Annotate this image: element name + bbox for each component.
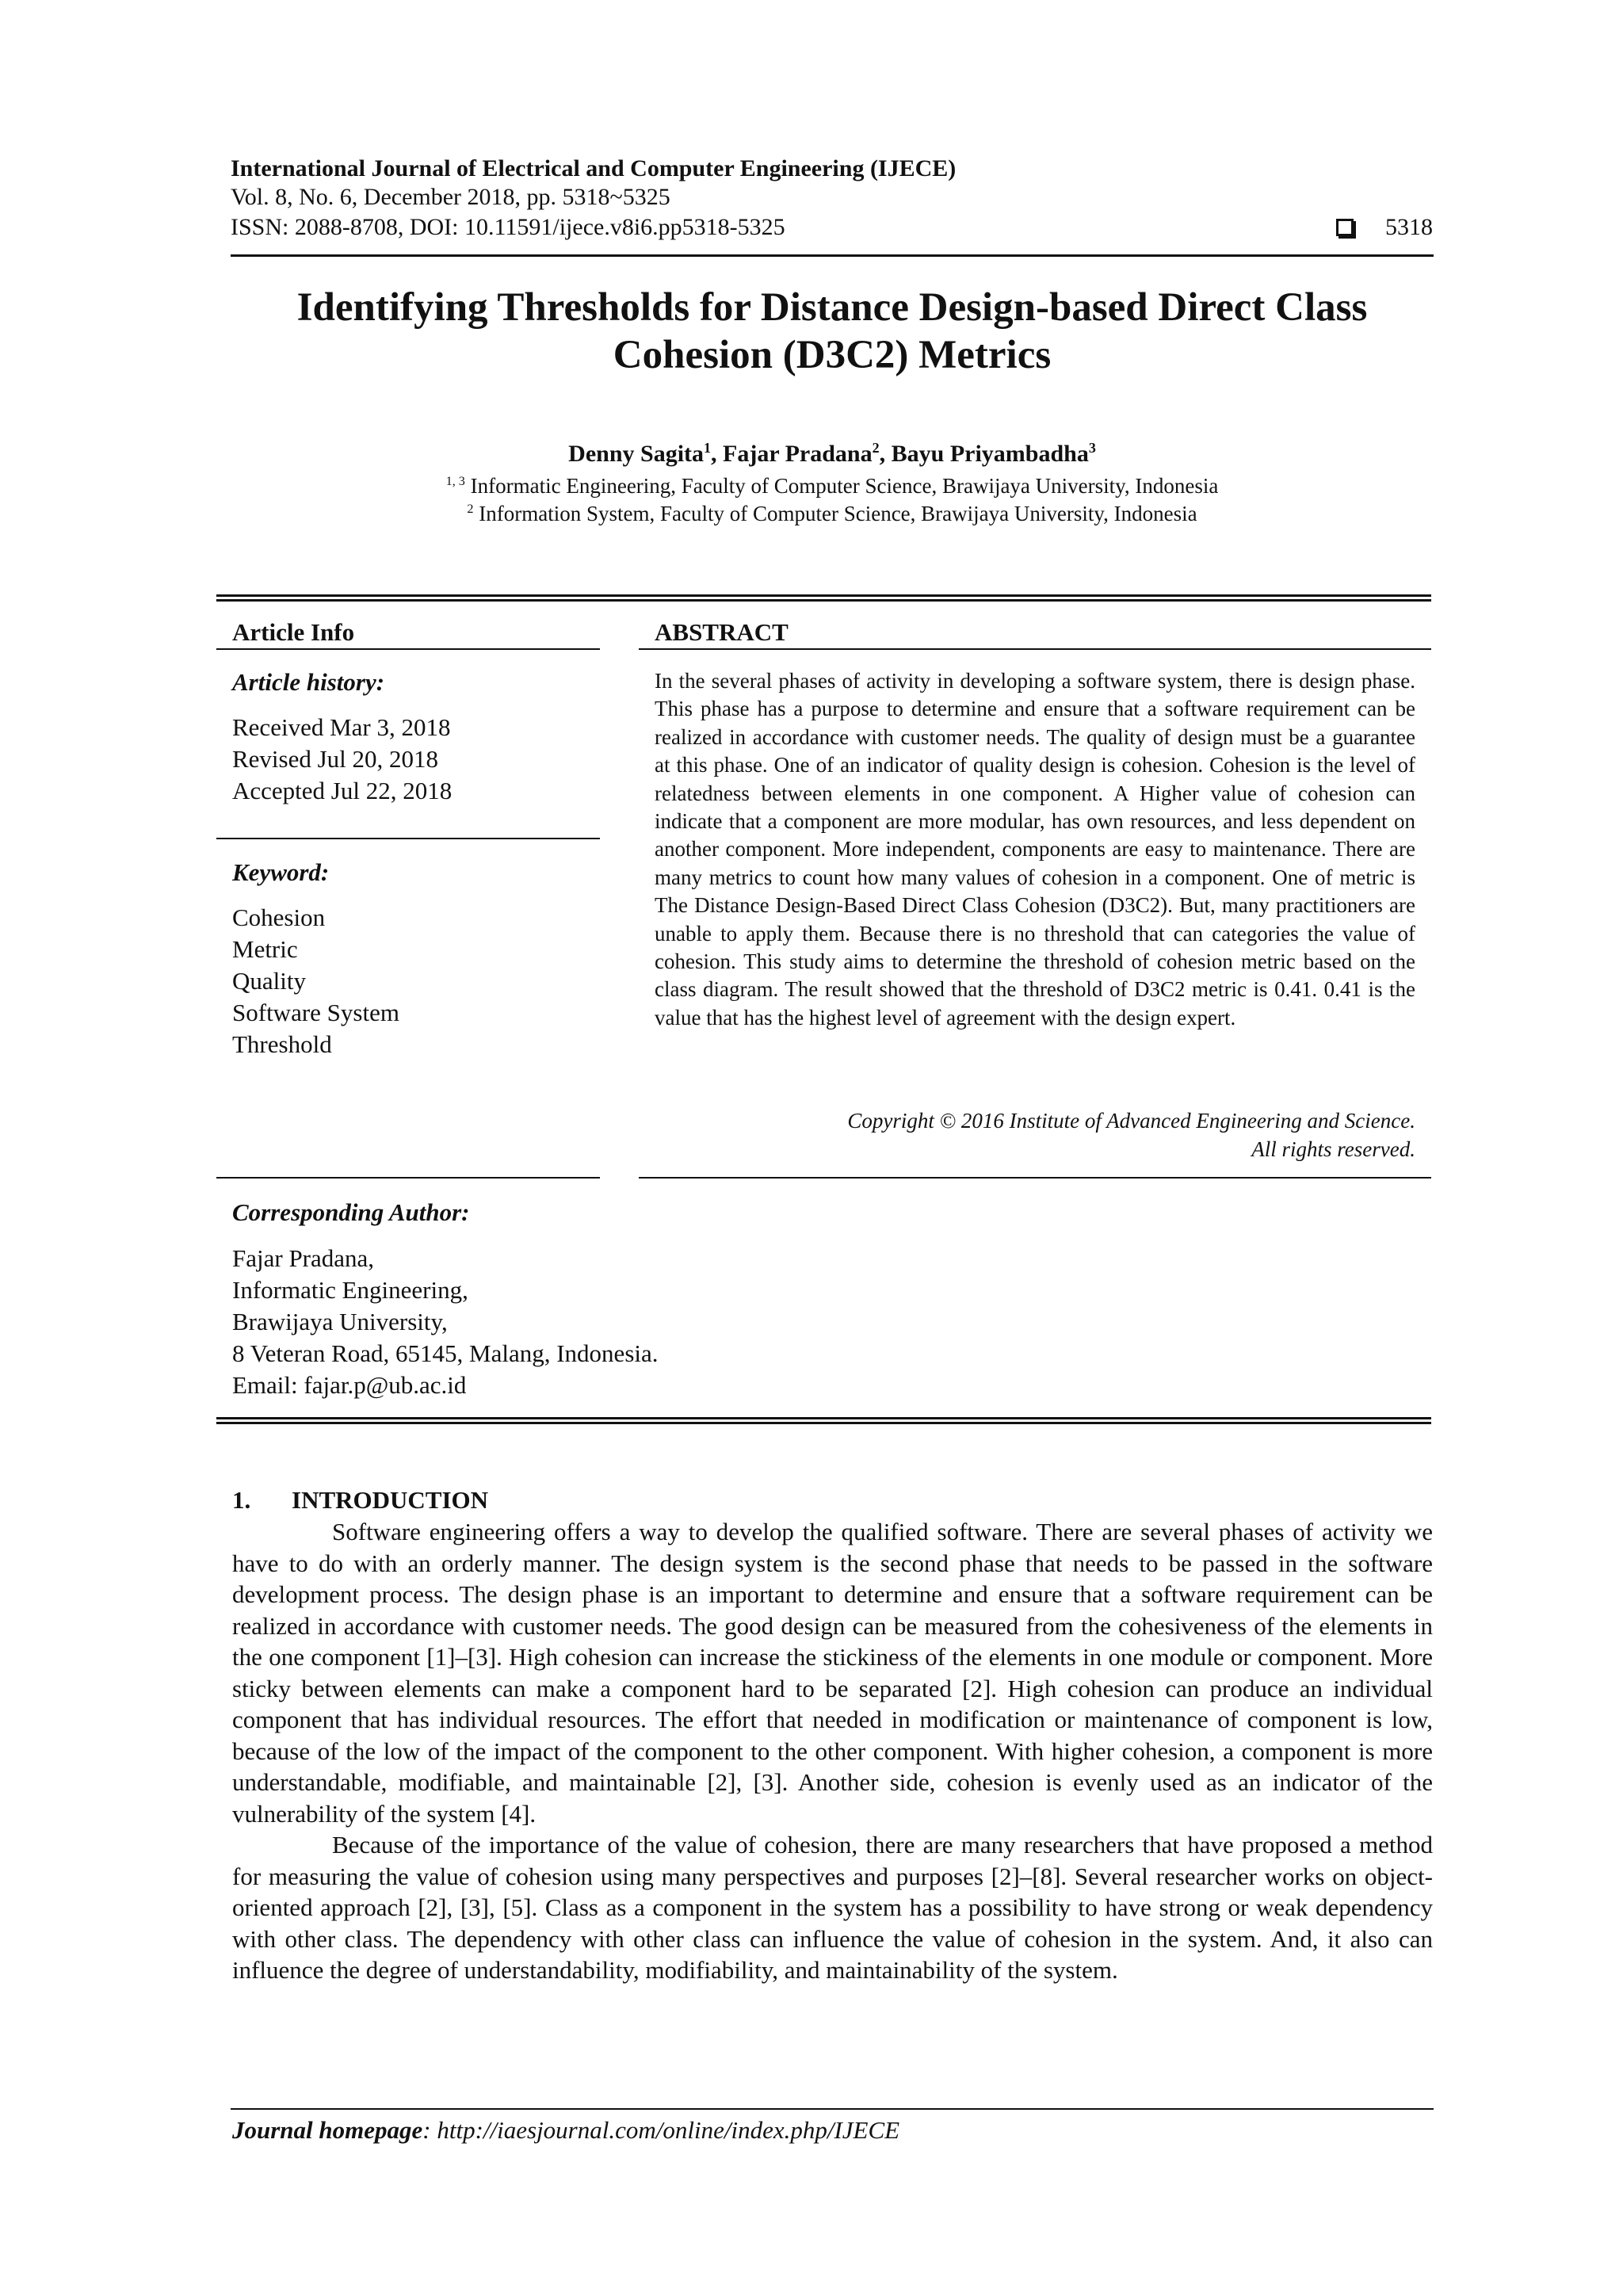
received-date: Received Mar 3, 2018: [232, 713, 451, 741]
author-3-sup: 3: [1088, 440, 1096, 456]
affiliation-2-sup: 2: [467, 502, 474, 516]
page-number-group: [1336, 214, 1433, 241]
homepage-label: Journal homepage: [232, 2116, 423, 2144]
keyword-heading: Keyword:: [232, 858, 330, 886]
intro-paragraph-2: Because of the importance of the value of cohesion, there are many researchers that have proposed a method for measuring the value of cohesion using many perspectives and purposes [2]–[8]. Several researcher works on object-oriented approach [2], [3], [5]. Class as a component in the system has a possibility to have strong or weak dependency with other class. The dependency with other class can influence the value of cohesion in the system. And, it also can influence the degree of understandability, modifiability, and maintainability of the system.: [232, 1831, 1433, 1984]
abstract-heading: ABSTRACT: [655, 618, 789, 646]
corresponding-details: [232, 1243, 659, 1401]
square-icon: [1336, 219, 1354, 236]
homepage-link[interactable]: http://iaesjournal.com/online/index.php/IJECE: [437, 2116, 900, 2144]
issn-doi: ISSN: 2088-8708, DOI: 10.11591/ijece.v8i6.pp5318-5325: [231, 214, 785, 240]
title-line-1: Identifying Thresholds for Distance Design-based Direct Class: [296, 285, 1368, 330]
affiliation-2-text: Information System, Faculty of Computer Science, Brawijaya University, Indonesia: [473, 502, 1197, 525]
keyword-item: Threshold: [232, 1030, 332, 1058]
keyword-item: Quality: [232, 967, 306, 995]
affiliation-2: [231, 502, 1434, 526]
corresponding-line: Informatic Engineering,: [232, 1276, 468, 1304]
copyright-line-2: All rights reserved.: [1251, 1137, 1415, 1161]
abstract-text: In the several phases of activity in developing a software system, there is design phase. This phase has a purpose to determine and ensure that a software requirement can be realized in accordance with customer needs. The quality of design must be a guarantee at this phase. One of an indicator of quality design is cohesion. Cohesion is the level of relatedness between elements in one component. A Higher value of cohesion can indicate that a component are more modular, has own resources, and less dependent on another component. More independent, components are easy to maintenance. There are many metrics to count how many values of cohesion in a component. One of metric is The Distance Design-Based Direct Class Cohesion (D3C2). But, many practitioners are unable to apply them. Because there is no threshold that can categories the value of cohesion. This study aims to determine the threshold of cohesion metric based on the class diagram. The result showed that the threshold of D3C2 metric is 0.41. 0.41 is the value that has the highest level of agreement with the design expert.: [655, 669, 1415, 1030]
section-heading-introduction: [232, 1486, 488, 1515]
keyword-list: [232, 902, 399, 1060]
keyword-item: Software System: [232, 999, 399, 1026]
copyright-line-1: Copyright © 2016 Institute of Advanced Engineering and Science.: [847, 1109, 1415, 1133]
journal-name: International Journal of Electrical and Computer Engineering (IJECE): [231, 155, 957, 181]
author-list: [231, 441, 1434, 468]
author-2: Fajar Pradana: [723, 441, 873, 467]
article-history: [232, 712, 452, 807]
abstract-rule: [639, 648, 1431, 650]
corresponding-line: Fajar Pradana,: [232, 1244, 375, 1272]
author-1-sup: 1: [704, 440, 712, 456]
info-box-bottom-rule: [216, 1417, 1431, 1424]
corresponding-email: Email: fajar.p@ub.ac.id: [232, 1371, 467, 1399]
affiliation-1-text: Informatic Engineering, Faculty of Computer Science, Brawijaya University, Indonesia: [464, 474, 1219, 498]
history-rule: [216, 838, 600, 839]
affiliation-1-sup: 1, 3: [445, 474, 465, 488]
section-title: INTRODUCTION: [292, 1486, 489, 1514]
corresponding-line: 8 Veteran Road, 65145, Malang, Indonesia.: [232, 1339, 659, 1367]
intro-paragraph-1: Software engineering offers a way to develop the qualified software. There are several phases of activity we have to do with an orderly manner. The design system is the second phase that needs to be passed in the software development process. The design phase is an important to determine and ensure that a software requirement can be realized in accordance with customer needs. The good design can be measured from the cohesiveness of the elements in the one component [1]–[3]. High cohesion can increase the stickiness of the elements in one module or component. More sticky between elements can make a component hard to be separated [2]. High cohesion can produce an individual component that has individual resources. The effort that needed in modification or maintenance of component is low, because of the low of the impact of the component to the other component. With higher cohesion, a component is more understandable, modifiable, and maintainable [2], [3]. Another side, cohesion is evenly used as an indicator of the vulnerability of the system [4].: [232, 1518, 1433, 1828]
author-1: Denny Sagita: [568, 441, 705, 467]
header-rule: [231, 254, 1434, 257]
keyword-rule: [216, 1177, 600, 1179]
accepted-date: Accepted Jul 22, 2018: [232, 777, 453, 804]
article-info-rule: [216, 648, 600, 650]
corresponding-heading: Corresponding Author:: [232, 1198, 470, 1226]
keyword-item: Cohesion: [232, 904, 326, 931]
homepage-sep: :: [422, 2116, 437, 2144]
author-3: Bayu Priyambadha: [891, 441, 1089, 467]
author-sep: ,: [711, 441, 724, 467]
keyword-item: Metric: [232, 935, 298, 963]
copyright-notice: [655, 1106, 1415, 1163]
page-number: 5318: [1385, 214, 1433, 240]
abstract-bottom-rule: [639, 1177, 1431, 1179]
affiliation-1: [231, 474, 1434, 499]
info-box-top-rule: [216, 594, 1431, 602]
revised-date: Revised Jul 20, 2018: [232, 745, 439, 773]
corresponding-line: Brawijaya University,: [232, 1308, 448, 1335]
article-history-heading: Article history:: [232, 668, 385, 696]
paper-title: [231, 284, 1434, 379]
volume-info: Vol. 8, No. 6, December 2018, pp. 5318~5325: [231, 184, 670, 210]
title-line-2: Cohesion (D3C2) Metrics: [613, 333, 1052, 377]
introduction-body: [232, 1516, 1433, 1986]
footer-rule: [231, 2108, 1434, 2110]
journal-homepage: [232, 2116, 899, 2145]
article-info-heading: Article Info: [232, 618, 355, 646]
author-sep: ,: [879, 441, 892, 467]
author-2-sup: 2: [872, 440, 880, 456]
section-number: 1.: [232, 1486, 251, 1514]
